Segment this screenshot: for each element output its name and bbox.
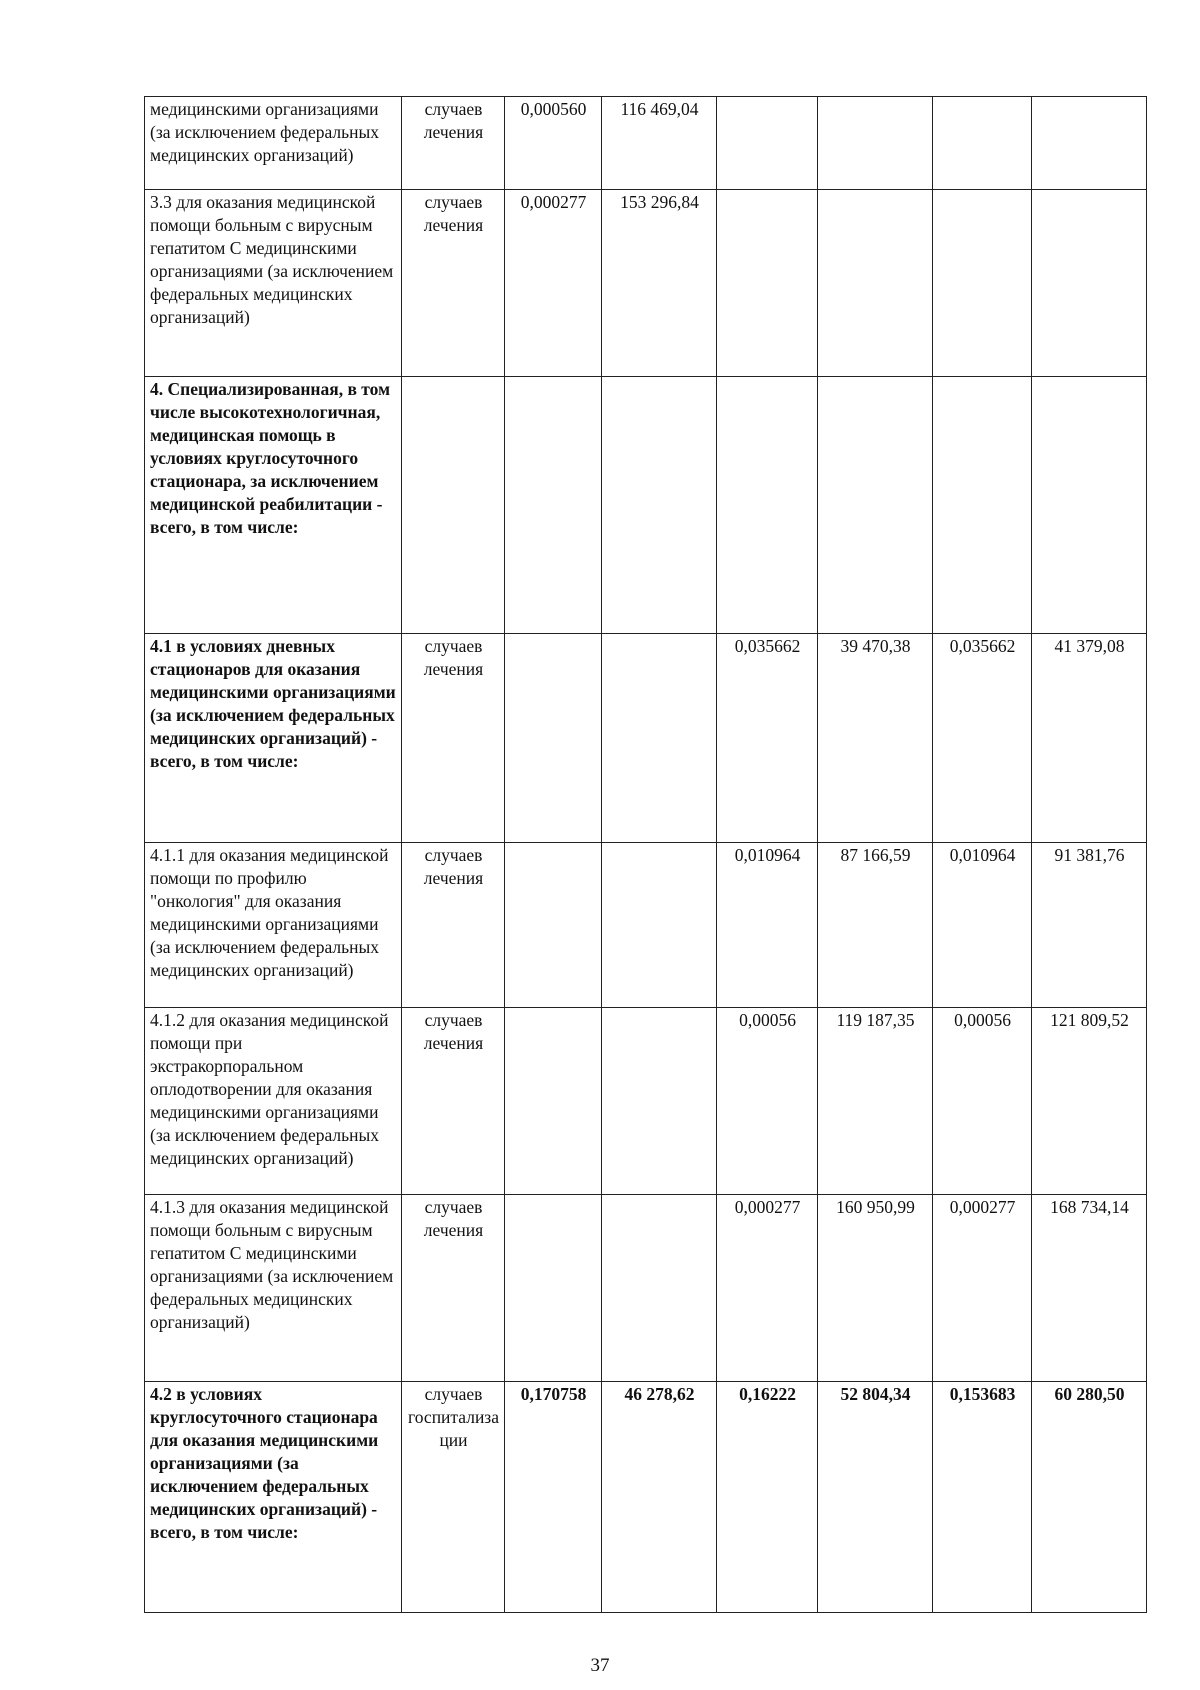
table-row bbox=[145, 1195, 1147, 1382]
row-name: 4. Специализированная, в том числе высокотехнологичная, медицинская помощь в условиях круглосуточного стационара, за исключением медицинской реабилитации - всего, в том числе: bbox=[145, 377, 402, 634]
row-value-1 bbox=[505, 1008, 602, 1195]
row-value-1: 0,170758 bbox=[505, 1382, 602, 1613]
table-row bbox=[145, 377, 1147, 634]
row-value-4 bbox=[818, 97, 933, 190]
row-name: медицинскими организациями (за исключением федеральных медицинских организаций) bbox=[145, 97, 402, 190]
row-value-6: 91 381,76 bbox=[1032, 843, 1147, 1008]
page-number: 37 bbox=[590, 1655, 610, 1676]
row-value-6 bbox=[1032, 377, 1147, 634]
row-unit: случаев лечения bbox=[402, 1195, 505, 1382]
row-name: 4.1 в условиях дневных стационаров для оказания медицинскими организациями (за исключением федеральных медицинских организаций) - всего, в том числе: bbox=[145, 634, 402, 843]
row-value-2: 46 278,62 bbox=[602, 1382, 717, 1613]
row-value-3 bbox=[717, 190, 818, 377]
row-value-5 bbox=[933, 97, 1032, 190]
row-unit: случаев госпитализации bbox=[402, 1382, 505, 1613]
data-table bbox=[144, 96, 1147, 1613]
table-row bbox=[145, 1008, 1147, 1195]
row-name: 3.3 для оказания медицинской помощи больным с вирусным гепатитом С медицинскими организациями (за исключением федеральных медицинских организаций) bbox=[145, 190, 402, 377]
table-row bbox=[145, 843, 1147, 1008]
row-value-3 bbox=[717, 97, 818, 190]
table-row bbox=[145, 190, 1147, 377]
row-unit bbox=[402, 377, 505, 634]
row-value-2 bbox=[602, 1195, 717, 1382]
row-value-4: 87 166,59 bbox=[818, 843, 933, 1008]
row-value-1 bbox=[505, 377, 602, 634]
row-value-1: 0,000560 bbox=[505, 97, 602, 190]
row-value-3: 0,00056 bbox=[717, 1008, 818, 1195]
row-value-5 bbox=[933, 190, 1032, 377]
row-value-4 bbox=[818, 377, 933, 634]
row-value-2: 116 469,04 bbox=[602, 97, 717, 190]
table-row bbox=[145, 97, 1147, 190]
row-value-1: 0,000277 bbox=[505, 190, 602, 377]
row-value-6: 60 280,50 bbox=[1032, 1382, 1147, 1613]
row-value-6: 41 379,08 bbox=[1032, 634, 1147, 843]
row-value-6: 121 809,52 bbox=[1032, 1008, 1147, 1195]
row-value-3: 0,16222 bbox=[717, 1382, 818, 1613]
row-value-4: 52 804,34 bbox=[818, 1382, 933, 1613]
row-value-2: 153 296,84 bbox=[602, 190, 717, 377]
row-name: 4.1.3 для оказания медицинской помощи больным с вирусным гепатитом С медицинскими организациями (за исключением федеральных медицинских организаций) bbox=[145, 1195, 402, 1382]
row-value-2 bbox=[602, 634, 717, 843]
row-value-6 bbox=[1032, 190, 1147, 377]
row-value-5: 0,00056 bbox=[933, 1008, 1032, 1195]
table-row bbox=[145, 634, 1147, 843]
row-value-5: 0,035662 bbox=[933, 634, 1032, 843]
row-value-3: 0,010964 bbox=[717, 843, 818, 1008]
row-name: 4.1.1 для оказания медицинской помощи по профилю "онкология" для оказания медицинскими организациями (за исключением федеральных медицинских организаций) bbox=[145, 843, 402, 1008]
row-value-5: 0,000277 bbox=[933, 1195, 1032, 1382]
row-value-2 bbox=[602, 843, 717, 1008]
row-name: 4.1.2 для оказания медицинской помощи при экстракорпоральном оплодотворении для оказания медицинскими организациями (за исключением федеральных медицинских организаций) bbox=[145, 1008, 402, 1195]
row-value-4: 39 470,38 bbox=[818, 634, 933, 843]
row-value-3 bbox=[717, 377, 818, 634]
row-unit: случаев лечения bbox=[402, 97, 505, 190]
row-unit: случаев лечения bbox=[402, 1008, 505, 1195]
row-unit: случаев лечения bbox=[402, 843, 505, 1008]
table-row bbox=[145, 1382, 1147, 1613]
row-unit: случаев лечения bbox=[402, 634, 505, 843]
row-value-2 bbox=[602, 377, 717, 634]
row-value-6: 168 734,14 bbox=[1032, 1195, 1147, 1382]
row-value-4: 119 187,35 bbox=[818, 1008, 933, 1195]
row-value-6 bbox=[1032, 97, 1147, 190]
row-name: 4.2 в условиях круглосуточного стационара для оказания медицинскими организациями (за исключением федеральных медицинских организаций) - всего, в том числе: bbox=[145, 1382, 402, 1613]
row-value-4 bbox=[818, 190, 933, 377]
row-value-1 bbox=[505, 634, 602, 843]
row-value-1 bbox=[505, 1195, 602, 1382]
row-value-5 bbox=[933, 377, 1032, 634]
row-value-3: 0,000277 bbox=[717, 1195, 818, 1382]
row-unit: случаев лечения bbox=[402, 190, 505, 377]
row-value-1 bbox=[505, 843, 602, 1008]
row-value-2 bbox=[602, 1008, 717, 1195]
row-value-5: 0,010964 bbox=[933, 843, 1032, 1008]
row-value-4: 160 950,99 bbox=[818, 1195, 933, 1382]
row-value-3: 0,035662 bbox=[717, 634, 818, 843]
row-value-5: 0,153683 bbox=[933, 1382, 1032, 1613]
